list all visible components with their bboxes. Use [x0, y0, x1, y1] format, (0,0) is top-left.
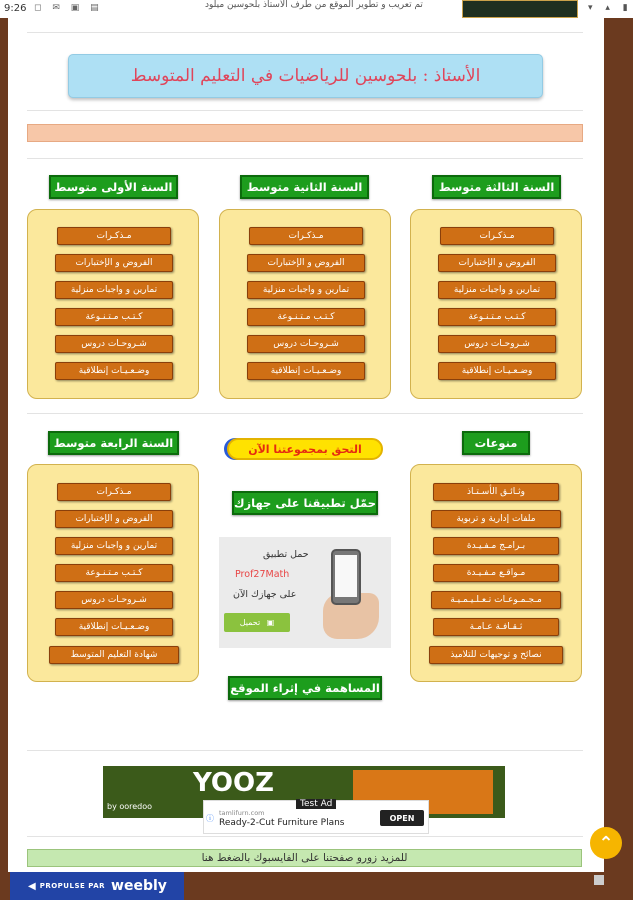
misc-link-admin-files[interactable]: ملفات إدارية و تربوية [431, 510, 561, 528]
year4-link-books[interactable]: كـتـب مـتـنـوعة [55, 564, 173, 582]
divider [27, 32, 583, 33]
page-content [8, 18, 604, 872]
year4-link-notes[interactable]: مـذكـرات [57, 483, 171, 501]
ad-bar[interactable] [203, 800, 429, 834]
app-promo-line3: على جهازك الآن [233, 589, 297, 600]
year3-link-exams[interactable]: الفروض و الإختبارات [438, 254, 556, 272]
divider [27, 750, 583, 751]
year2-link-exams[interactable]: الفروض و الإختبارات [247, 254, 365, 272]
status-time: 9:26 [4, 3, 27, 14]
contribute-link[interactable]: المساهمة في إثراء الموقع [228, 676, 382, 700]
ad-brand: YOOZ [193, 768, 274, 798]
year1-link-books[interactable]: كـتـب مـتـنـوعة [55, 308, 173, 326]
year1-title: السنة الأولى متوسط [49, 175, 178, 199]
year4-title: السنة الرابعة متوسط [48, 431, 179, 455]
year4-link-situations[interactable]: وضـعـيـات إنطلاقية [55, 618, 173, 636]
year1-link-exams[interactable]: الفروض و الإختبارات [55, 254, 173, 272]
misc-link-software[interactable]: بـرامـج مـفـيـدة [433, 537, 559, 555]
year1-link-situations[interactable]: وضـعـيـات إنطلاقية [55, 362, 173, 380]
year2-link-books[interactable]: كـتـب مـتـنـوعة [247, 308, 365, 326]
year4-link-exams[interactable]: الفروض و الإختبارات [55, 510, 173, 528]
divider [27, 110, 583, 111]
app-promo-name: Prof27Math [235, 569, 290, 580]
year2-link-exercises[interactable]: تمارين و واجبات منزلية [247, 281, 365, 299]
ad-url: tamlifurn.com [219, 809, 265, 817]
year1-link-notes[interactable]: مـذكـرات [57, 227, 171, 245]
year2-panel [219, 209, 391, 399]
scroll-up-icon[interactable]: ⌃ [590, 827, 622, 859]
weebly-footer-badge[interactable] [10, 872, 184, 900]
android-icon: ▣ [266, 618, 275, 627]
year1-link-exercises[interactable]: تمارين و واجبات منزلية [55, 281, 173, 299]
year3-link-notes[interactable]: مـذكـرات [440, 227, 554, 245]
year3-link-books[interactable]: كـتـب مـتـنـوعة [438, 308, 556, 326]
app-promo-line1: حمل تطبيق [263, 549, 309, 560]
year2-link-situations[interactable]: وضـعـيـات إنطلاقية [247, 362, 365, 380]
misc-link-teacher-docs[interactable]: وثـائـق الأسـتـاذ [433, 483, 559, 501]
year1-panel [27, 209, 199, 399]
year4-link-lessons[interactable]: شـروحـات دروس [55, 591, 173, 609]
facebook-link-bar[interactable]: للمزيد زورو صفحتنا على الفايسبوك بالضغط هنا [27, 849, 582, 867]
android-status-bar [0, 0, 633, 18]
scrollbar-corner [594, 875, 604, 885]
misc-link-groups[interactable]: مـجـمـوعـات تـعـلـيـمـيـة [431, 591, 561, 609]
year2-link-lessons[interactable]: شـروحـات دروس [247, 335, 365, 353]
year4-panel [27, 464, 199, 682]
divider [27, 413, 583, 414]
notification-icons: ◻ ✉ ▣ ▤ [34, 3, 103, 13]
header-thumbnail [462, 0, 578, 18]
misc-panel [410, 464, 582, 682]
misc-title: منوعات [462, 431, 530, 455]
year4-link-exercises[interactable]: تمارين و واجبات منزلية [55, 537, 173, 555]
misc-link-websites[interactable]: مـواقـع مـفـيـدة [433, 564, 559, 582]
misc-link-student-advice[interactable]: نصائح و توجيهات للتلاميذ [429, 646, 563, 664]
app-promo-banner[interactable] [219, 537, 391, 648]
ad-title: Ready-2-Cut Furniture Plans [219, 818, 345, 828]
year4-link-bem[interactable]: شهادة التعليم المتوسط [49, 646, 179, 664]
year1-link-lessons[interactable]: شـروحـات دروس [55, 335, 173, 353]
app-download-label: تحميل [239, 618, 261, 627]
year2-title: السنة الثانية متوسط [240, 175, 369, 199]
ad-info-icon[interactable]: ⓘ [206, 814, 214, 823]
ad-open-button[interactable]: OPEN [380, 810, 424, 826]
join-group-button[interactable]: التحق بمجموعتنا الآن [227, 438, 383, 460]
year3-title: السنة الثالثة متوسط [432, 175, 561, 199]
year3-panel [410, 209, 582, 399]
app-download-heading: حمّل تطبيقنا على جهازك [232, 491, 378, 515]
test-ad-label: Test Ad [296, 799, 336, 809]
divider [27, 158, 583, 159]
year2-link-notes[interactable]: مـذكـرات [249, 227, 363, 245]
app-download-button[interactable] [224, 613, 290, 632]
year3-link-lessons[interactable]: شـروحـات دروس [438, 335, 556, 353]
banner-strip [27, 124, 583, 142]
year3-link-situations[interactable]: وضـعـيـات إنطلاقية [438, 362, 556, 380]
page-title: الأستاذ : بلحوسين للرياضيات في التعليم المتوسط [68, 54, 543, 98]
ad-by: by ooredoo [107, 802, 153, 811]
misc-link-culture[interactable]: ثـقـافـة عـامـة [433, 618, 559, 636]
weebly-brand: weebly [111, 878, 167, 894]
weebly-arrow-icon: ◀ [28, 880, 36, 892]
marquee-text: تم تعريب و تطوير الموقع من طرف الأستاذ بلحوسين ميلود [205, 0, 423, 10]
phone-screen [335, 555, 357, 597]
powered-by-label: PROPULSE PAR [39, 882, 106, 890]
year3-link-exercises[interactable]: تمارين و واجبات منزلية [438, 281, 556, 299]
divider [27, 836, 583, 837]
system-icons: ▾ ▴ ▮ [588, 3, 633, 13]
